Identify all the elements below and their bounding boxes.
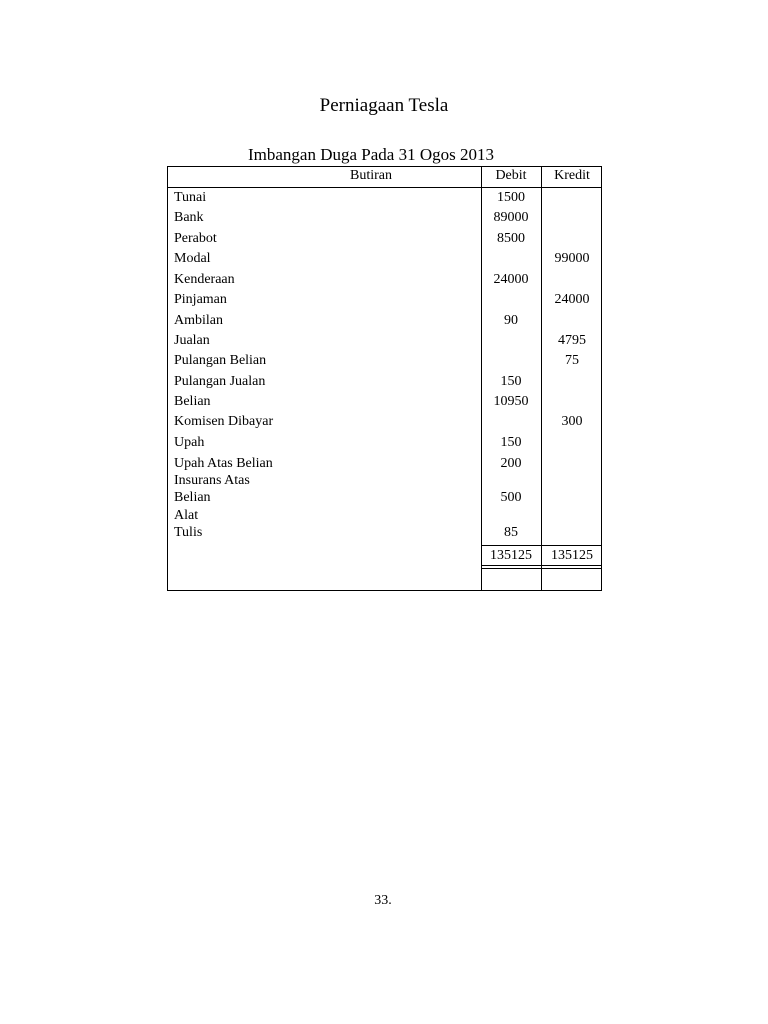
row-label: Tunai — [174, 190, 207, 205]
table-row — [168, 188, 601, 208]
table-row — [168, 392, 601, 412]
row-debit: 500 — [500, 490, 522, 505]
company-name: Perniagaan Tesla — [319, 95, 449, 116]
trial-balance-table — [167, 166, 602, 591]
header-kredit: Kredit — [554, 168, 590, 183]
row-label: Belian — [174, 394, 211, 409]
table-row — [168, 290, 601, 310]
row-label: Insurans Atas — [174, 473, 250, 488]
table-row — [168, 506, 601, 542]
row-label: Upah Atas Belian — [174, 456, 273, 471]
row-label: Ambilan — [174, 313, 223, 328]
total-debit: 135125 — [490, 548, 532, 563]
row-debit: 85 — [504, 525, 518, 540]
row-label: Jualan — [174, 333, 210, 348]
table-row — [168, 412, 601, 432]
statement-title: Imbangan Duga Pada 31 Ogos 2013 — [248, 145, 494, 164]
row-kredit: 75 — [565, 353, 579, 368]
row-kredit: 300 — [561, 414, 583, 429]
row-debit: 90 — [504, 313, 518, 328]
total-kredit: 135125 — [551, 548, 593, 563]
table-row — [168, 433, 601, 453]
table-row — [168, 229, 601, 249]
row-debit: 89000 — [493, 210, 529, 225]
row-label: Komisen Dibayar — [174, 414, 274, 429]
row-label: Pinjaman — [174, 292, 227, 307]
double-underline-debit — [481, 565, 542, 566]
double-underline-kredit — [541, 568, 602, 569]
page-number: 33. — [374, 893, 392, 908]
row-label: Kenderaan — [174, 272, 235, 287]
table-row — [168, 249, 601, 269]
row-label: Perabot — [174, 231, 217, 246]
row-label: Pulangan Belian — [174, 353, 267, 368]
table-row — [168, 311, 601, 331]
row-label-continued: Belian — [174, 490, 211, 505]
row-label: Bank — [174, 210, 204, 225]
table-row — [168, 351, 601, 371]
table-row — [168, 331, 601, 351]
total-rule-kredit — [541, 545, 602, 546]
table-row — [168, 372, 601, 392]
double-underline-debit — [481, 568, 542, 569]
table-row — [168, 471, 601, 507]
row-label: Modal — [174, 251, 211, 266]
row-kredit: 99000 — [554, 251, 590, 266]
row-debit: 10950 — [493, 394, 529, 409]
table-row — [168, 208, 601, 228]
row-debit: 200 — [500, 456, 522, 471]
row-debit: 1500 — [497, 190, 525, 205]
row-debit: 150 — [500, 435, 522, 450]
row-label-continued: Tulis — [174, 525, 203, 540]
double-underline-kredit — [541, 565, 602, 566]
row-debit: 8500 — [497, 231, 525, 246]
row-debit: 24000 — [493, 272, 529, 287]
row-label: Alat — [174, 508, 199, 523]
row-kredit: 4795 — [558, 333, 586, 348]
header-butiran: Butiran — [350, 168, 392, 183]
total-rule-debit — [481, 545, 542, 546]
row-label: Upah — [174, 435, 205, 450]
row-kredit: 24000 — [554, 292, 590, 307]
header-debit: Debit — [495, 168, 527, 183]
row-debit: 150 — [500, 374, 522, 389]
table-row — [168, 270, 601, 290]
row-label: Pulangan Jualan — [174, 374, 266, 389]
